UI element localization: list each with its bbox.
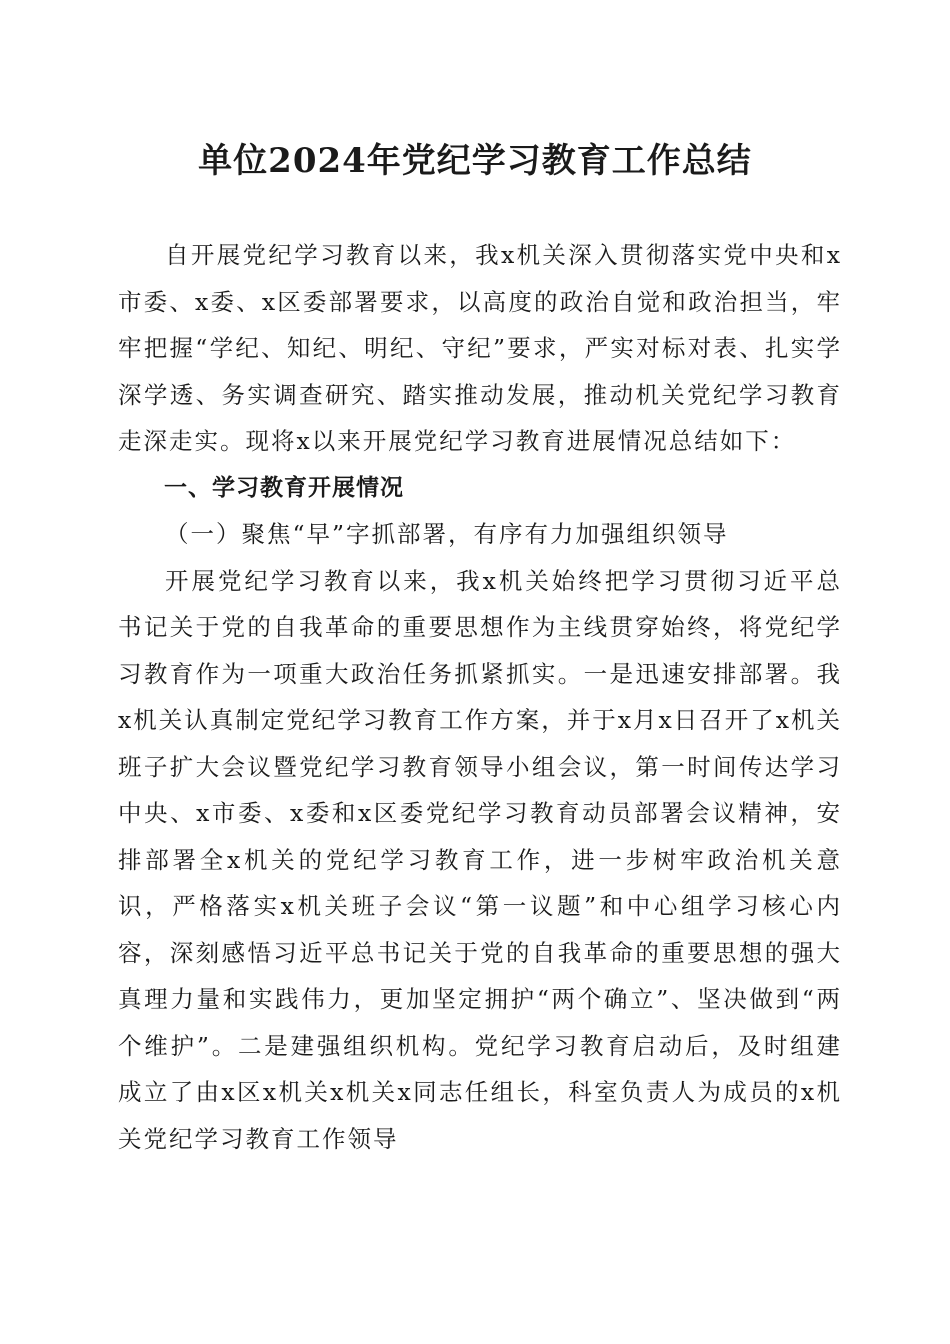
intro-paragraph: 自开展党纪学习教育以来，我x机关深入贯彻落实党中央和x市委、x委、x区委部署要求，以高度的政治自觉和政治担当，牢牢把握“学纪、知纪、明纪、守纪”要求，严实对标对表、扎实学深学透、务实调查研究、踏实推动发展，推动机关党纪学习教育走深走实。现将x以来开展党纪学习教育进展情况总结如下： [118, 241, 842, 455]
subsection-heading: （一）聚焦“早”字抓部署，有序有力加强组织领导 [165, 520, 729, 548]
document-body [118, 232, 842, 1162]
body-paragraph: 开展党纪学习教育以来，我x机关始终把学习贯彻习近平总书记关于党的自我革命的重要思想作为主线贯穿始终，将党纪学习教育作为一项重大政治任务抓紧抓实。一是迅速安排部署。我x机关认真制定党纪学习教育工作方案，并于x月x日召开了x机关班子扩大会议暨党纪学习教育领导小组会议，第一时间传达学习中央、x市委、x委和x区委党纪学习教育动员部署会议精神，安排部署全x机关的党纪学习教育工作，进一步树牢政治机关意识，严格落实x机关班子会议“第一议题”和中心组学习核心内容，深刻感悟习近平总书记关于党的自我革命的重要思想的强大真理力量和实践伟力，更加坚定拥护“两个确立”、坚决做到“两个维护”。二是建强组织机构。党纪学习教育启动后，及时组建成立了由x区x机关x机关x同志任组长，科室负责人为成员的x机关党纪学习教育工作领导 [118, 566, 843, 1153]
section-heading: 一、学习教育开展情况 [164, 474, 404, 501]
document-title: 单位2024年党纪学习教育工作总结 [198, 141, 752, 181]
